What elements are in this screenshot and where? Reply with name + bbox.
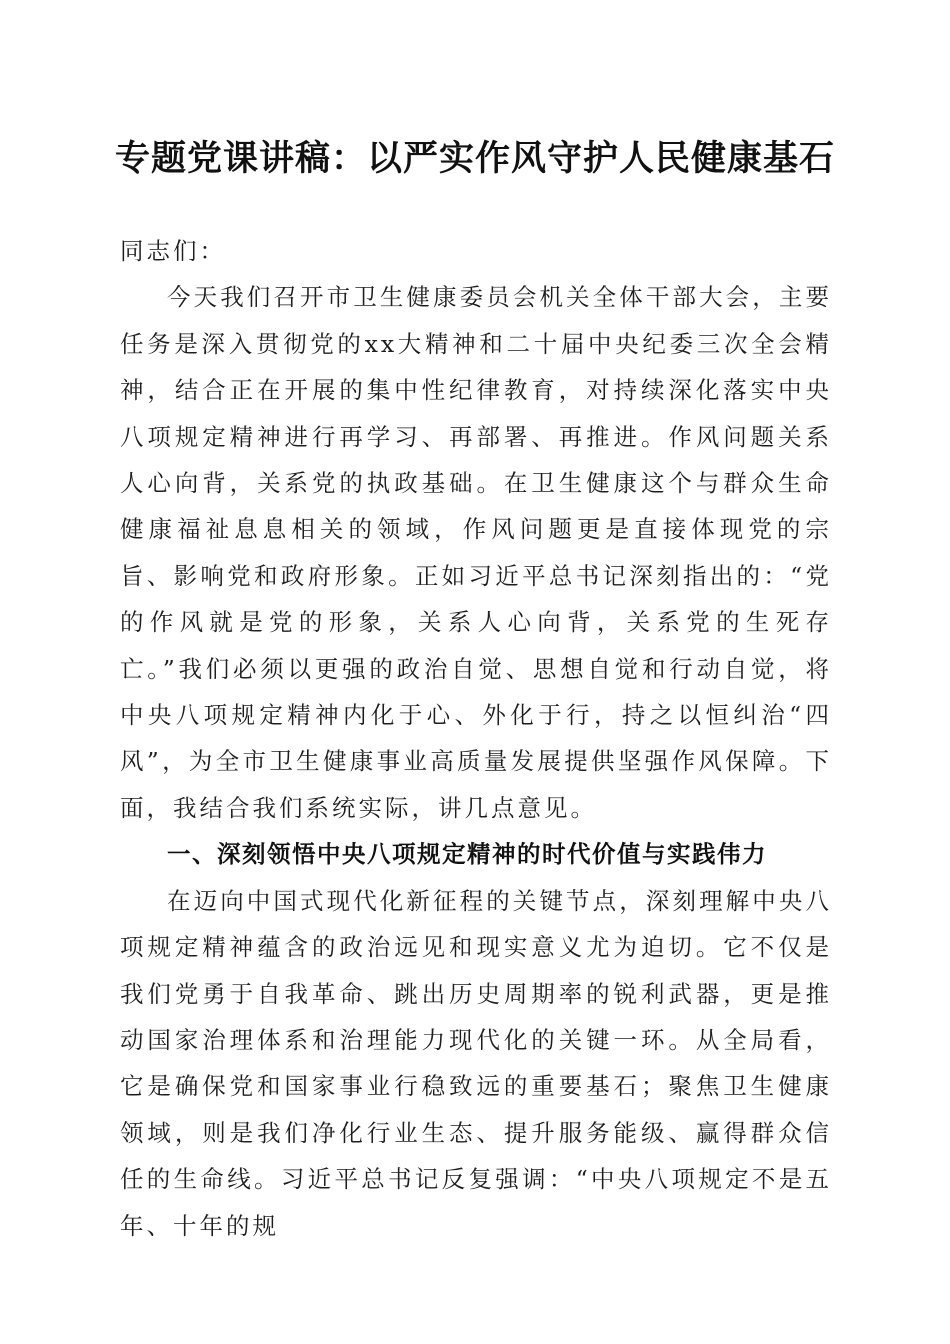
- greeting: 同志们：: [120, 237, 226, 265]
- section-heading: 一、深刻领悟中央八项规定精神的时代价值与实践伟力: [167, 840, 767, 869]
- intro-paragraph: 今天我们召开市卫生健康委员会机关全体干部大会，主要任务是深入贯彻党的xx大精神和二十届中央纪委三次全会精神，结合正在开展的集中性纪律教育，对持续深化落实中央八项规定精神进行再学习、再部署、再推进。作风问题关系人心向背，关系党的执政基础。在卫生健康这个与群众生命健康福祉息息相关的领域，作风问题更是直接体现党的宗旨、影响党和政府形象。正如习近平总书记深刻指出的：“党的作风就是党的形象，关系人心向背，关系党的生死存亡。”我们必须以更强的政治自觉、思想自觉和行动自觉，将中央八项规定精神内化于心、外化于行，持之以恒纠治“四风”，为全市卫生健康事业高质量发展提供坚强作风保障。下面，我结合我们系统实际，讲几点意见。: [120, 283, 832, 822]
- document-body: [120, 228, 832, 1249]
- section-paragraph: 在迈向中国式现代化新征程的关键节点，深刻理解中央八项规定精神蕴含的政治远见和现实意义尤为迫切。它不仅是我们党勇于自我革命、跳出历史周期率的锐利武器，更是推动国家治理体系和治理能力现代化的关键一环。从全局看，它是确保党和国家事业行稳致远的重要基石；聚焦卫生健康领域，则是我们净化行业生态、提升服务能级、赢得群众信任的生命线。习近平总书记反复强调：“中央八项规定不是五年、十年的规: [120, 886, 832, 1240]
- document-title: 专题党课讲稿：以严实作风守护人民健康基石: [114, 138, 835, 179]
